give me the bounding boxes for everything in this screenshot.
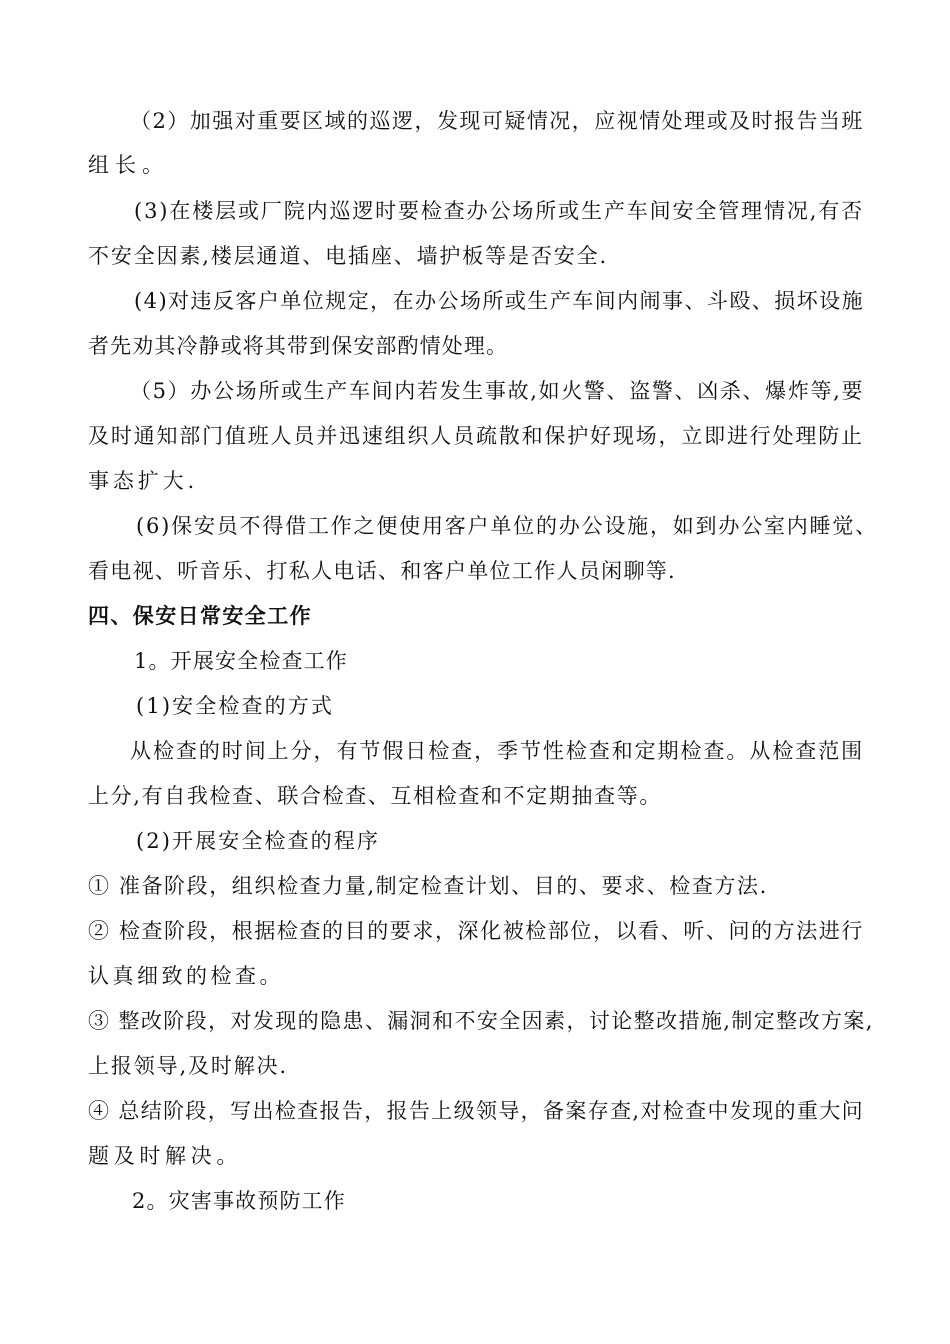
subsection-1-title: 1。开展安全检查工作 (134, 649, 348, 673)
procedure-step-3-line-2: 上报领导,及时解决. (88, 1054, 288, 1078)
procedure-step-4-line-2: 题及时解决。 (88, 1144, 242, 1168)
procedure-step-2-line-1: ② 检查阶段，根据检查的目的要求，深化被检部位，以看、听、问的方法进行 (88, 919, 864, 943)
subsection-1-1-title: (1)安全检查的方式 (136, 694, 334, 718)
paragraph-6-line-2: 看电视、听音乐、打私人电话、和客户单位工作人员闲聊等. (88, 559, 676, 583)
procedure-step-1: ① 准备阶段，组织检查力量,制定检查计划、目的、要求、检查方法. (88, 874, 768, 898)
paragraph-5-line-3: 事态扩大. (88, 469, 198, 493)
paragraph-5-line-2: 及时通知部门值班人员并迅速组织人员疏散和保护好现场，立即进行处理防止 (88, 424, 864, 448)
inspection-method-line-1: 从检查的时间上分，有节假日检查，季节性检查和定期检查。从检查范围 (130, 739, 864, 763)
procedure-step-4-line-1: ④ 总结阶段，写出检查报告，报告上级领导，备案存查,对检查中发现的重大问 (88, 1099, 864, 1123)
subsection-1-2-title: (2)开展安全检查的程序 (136, 829, 380, 853)
paragraph-2-line-1: （2）加强对重要区域的巡逻，发现可疑情况，应视情处理或及时报告当班 (130, 109, 864, 133)
paragraph-6-line-1: (6)保安员不得借工作之便使用客户单位的办公设施，如到办公室内睡觉、 (136, 514, 878, 538)
paragraph-2-line-2: 组长。 (88, 153, 169, 177)
inspection-method-line-2: 上分,有自我检查、联合检查、互相检查和不定期抽查等。 (88, 784, 662, 808)
paragraph-3-line-1: (3)在楼层或厂院内巡逻时要检查办公场所或生产车间安全管理情况,有否 (134, 199, 864, 223)
subsection-2-title: 2。灾害事故预防工作 (132, 1189, 346, 1213)
procedure-step-3-line-1: ③ 整改阶段，对发现的隐患、漏洞和不安全因素，讨论整改措施,制定整改方案, (88, 1009, 874, 1033)
paragraph-3-line-2: 不安全因素,楼层通道、电插座、墙护板等是否安全. (88, 244, 608, 268)
paragraph-5-line-1: （5）办公场所或生产车间内若发生事故,如火警、盗警、凶杀、爆炸等,要 (130, 379, 864, 403)
paragraph-4-line-1: (4)对违反客户单位规定，在办公场所或生产车间内闹事、斗殴、损坏设施 (134, 289, 864, 313)
section-heading: 四、保安日常安全工作 (88, 604, 312, 628)
procedure-step-2-line-2: 认真细致的检查。 (88, 964, 284, 988)
paragraph-4-line-2: 者先劝其冷静或将其带到保安部酌情处理。 (88, 334, 508, 358)
